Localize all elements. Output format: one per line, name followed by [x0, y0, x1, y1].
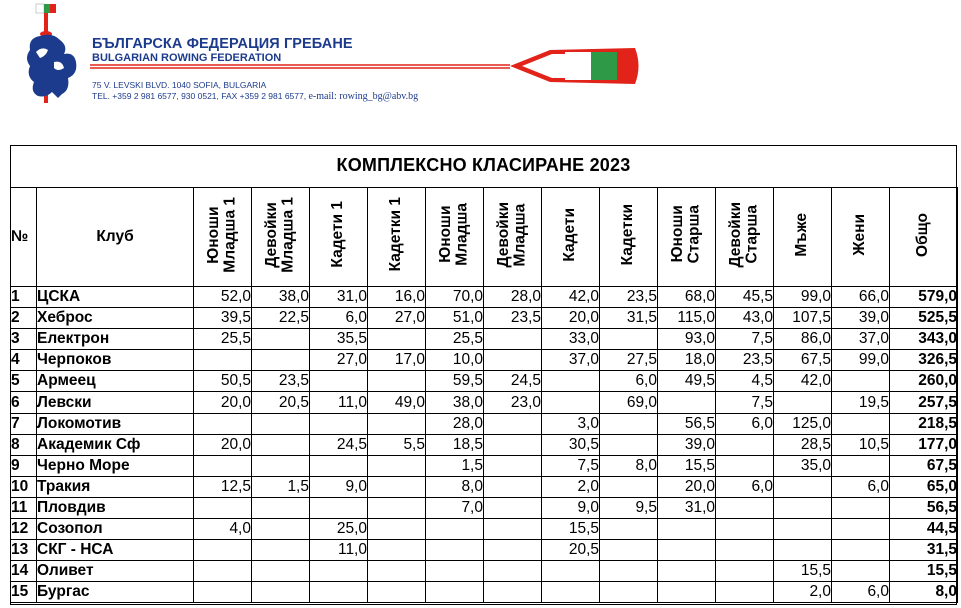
rank-cell: 10	[11, 476, 37, 497]
points-cell	[368, 329, 426, 350]
points-cell	[310, 582, 368, 603]
points-cell: 11,0	[310, 392, 368, 413]
points-cell	[542, 561, 600, 582]
points-cell	[252, 497, 310, 518]
club-cell: Академик Сф	[37, 434, 194, 455]
points-cell	[832, 497, 890, 518]
points-cell: 31,0	[658, 497, 716, 518]
points-cell: 15,5	[542, 519, 600, 540]
points-cell	[716, 561, 774, 582]
points-cell: 23,5	[252, 371, 310, 392]
points-cell: 31,0	[310, 287, 368, 308]
category-label	[728, 202, 761, 267]
col-category-header	[542, 188, 600, 287]
category-label-line: Младша 1	[221, 196, 239, 273]
points-cell: 51,0	[426, 308, 484, 329]
points-cell	[600, 434, 658, 455]
points-cell: 23,5	[600, 287, 658, 308]
col-category-header	[368, 188, 426, 287]
points-cell: 39,5	[194, 308, 252, 329]
points-cell	[484, 540, 542, 561]
points-cell: 20,5	[252, 392, 310, 413]
points-cell: 9,0	[542, 497, 600, 518]
category-label	[620, 204, 636, 265]
category-label-line: Жени	[851, 213, 869, 256]
total-cell: 31,5	[890, 540, 958, 561]
org-name-en: BULGARIAN ROWING FEDERATION	[92, 52, 282, 64]
points-cell: 20,0	[194, 392, 252, 413]
total-cell: 65,0	[890, 476, 958, 497]
table-row	[11, 455, 958, 476]
points-cell: 24,5	[484, 371, 542, 392]
category-label	[388, 197, 404, 271]
total-cell: 15,5	[890, 561, 958, 582]
points-cell: 6,0	[832, 582, 890, 603]
col-category-header	[658, 188, 716, 287]
points-cell	[716, 497, 774, 518]
points-cell: 15,5	[658, 455, 716, 476]
points-cell	[310, 455, 368, 476]
points-cell: 20,5	[542, 540, 600, 561]
points-cell	[716, 582, 774, 603]
points-cell	[774, 476, 832, 497]
category-label-line: Кадети 1	[329, 201, 347, 268]
rank-cell: 8	[11, 434, 37, 455]
points-cell	[368, 497, 426, 518]
points-cell: 6,0	[310, 308, 368, 329]
points-cell	[716, 455, 774, 476]
club-cell: Бургас	[37, 582, 194, 603]
points-cell: 68,0	[658, 287, 716, 308]
table-row	[11, 434, 958, 455]
points-cell	[194, 540, 252, 561]
rank-cell: 3	[11, 329, 37, 350]
total-cell: 260,0	[890, 371, 958, 392]
points-cell	[774, 392, 832, 413]
points-cell	[600, 329, 658, 350]
points-cell: 15,5	[774, 561, 832, 582]
table-row	[11, 392, 958, 413]
total-cell: 44,5	[890, 519, 958, 540]
points-cell	[368, 455, 426, 476]
points-cell	[600, 561, 658, 582]
points-cell: 1,5	[426, 455, 484, 476]
rank-cell: 5	[11, 371, 37, 392]
points-cell: 49,5	[658, 371, 716, 392]
points-cell	[716, 519, 774, 540]
points-cell	[600, 519, 658, 540]
club-cell: Черно Море	[37, 455, 194, 476]
points-cell	[252, 540, 310, 561]
points-cell: 6,0	[716, 476, 774, 497]
points-cell: 37,0	[542, 350, 600, 371]
points-cell	[368, 519, 426, 540]
rank-cell: 11	[11, 497, 37, 518]
org-address: 75 V. LEVSKI BLVD. 1040 SOFIA, BULGARIA	[92, 80, 267, 90]
total-cell: 343,0	[890, 329, 958, 350]
points-cell: 30,5	[542, 434, 600, 455]
points-cell	[426, 519, 484, 540]
points-cell	[310, 413, 368, 434]
points-cell: 25,0	[310, 519, 368, 540]
club-cell: Оливет	[37, 561, 194, 582]
points-cell: 99,0	[774, 287, 832, 308]
category-label	[264, 197, 297, 273]
club-cell: СКГ - НСА	[37, 540, 194, 561]
lion-oar-logo	[18, 2, 90, 106]
points-cell	[194, 497, 252, 518]
points-cell: 66,0	[832, 287, 890, 308]
rank-cell: 6	[11, 392, 37, 413]
rank-cell: 9	[11, 455, 37, 476]
points-cell	[484, 329, 542, 350]
points-cell: 6,0	[600, 371, 658, 392]
points-cell: 2,0	[774, 582, 832, 603]
standings-body	[11, 287, 958, 603]
table-row	[11, 540, 958, 561]
points-cell: 7,5	[542, 455, 600, 476]
org-email[interactable]: e-mail: rowing_bg@abv.bg	[308, 91, 419, 102]
col-category-header	[252, 188, 310, 287]
club-cell: Созопол	[37, 519, 194, 540]
points-cell: 93,0	[658, 329, 716, 350]
rank-cell: 12	[11, 519, 37, 540]
points-cell: 115,0	[658, 308, 716, 329]
points-cell	[252, 455, 310, 476]
points-cell	[832, 540, 890, 561]
points-cell	[484, 455, 542, 476]
points-cell: 27,0	[310, 350, 368, 371]
points-cell: 38,0	[252, 287, 310, 308]
points-cell	[600, 413, 658, 434]
points-cell: 1,5	[252, 476, 310, 497]
category-label	[330, 201, 346, 268]
points-cell: 20,0	[658, 476, 716, 497]
category-label	[562, 208, 578, 262]
col-category-header	[310, 188, 368, 287]
points-cell	[310, 561, 368, 582]
points-cell	[194, 455, 252, 476]
points-cell: 28,0	[484, 287, 542, 308]
points-cell	[658, 392, 716, 413]
table-row	[11, 287, 958, 308]
points-cell: 18,5	[426, 434, 484, 455]
category-label	[852, 214, 868, 256]
table-row	[11, 476, 958, 497]
points-cell	[484, 561, 542, 582]
club-cell: Локомотив	[37, 413, 194, 434]
col-rank-header: №	[11, 188, 37, 287]
points-cell: 20,0	[194, 434, 252, 455]
points-cell	[658, 519, 716, 540]
points-cell: 37,0	[832, 329, 890, 350]
category-label	[496, 202, 529, 267]
rank-cell: 14	[11, 561, 37, 582]
category-label	[206, 197, 239, 273]
rank-cell: 1	[11, 287, 37, 308]
category-label-line: Кадетки	[619, 203, 637, 266]
points-cell	[310, 497, 368, 518]
points-cell: 107,5	[774, 308, 832, 329]
total-cell: 525,5	[890, 308, 958, 329]
points-cell	[484, 497, 542, 518]
points-cell: 69,0	[600, 392, 658, 413]
points-cell	[542, 392, 600, 413]
club-cell: Хеброс	[37, 308, 194, 329]
points-cell: 28,5	[774, 434, 832, 455]
points-cell	[252, 582, 310, 603]
points-cell	[484, 434, 542, 455]
points-cell	[484, 582, 542, 603]
rank-cell: 2	[11, 308, 37, 329]
points-cell	[600, 540, 658, 561]
points-cell: 125,0	[774, 413, 832, 434]
category-label	[794, 213, 810, 257]
category-label-line: Девойки	[263, 201, 281, 268]
points-cell	[832, 413, 890, 434]
points-cell	[194, 582, 252, 603]
points-cell: 7,5	[716, 329, 774, 350]
club-cell: Електрон	[37, 329, 194, 350]
rank-cell: 15	[11, 582, 37, 603]
points-cell: 4,5	[716, 371, 774, 392]
table-row	[11, 371, 958, 392]
category-label-line: Старша	[685, 205, 703, 264]
points-cell	[484, 476, 542, 497]
col-category-header	[194, 188, 252, 287]
points-cell: 7,0	[426, 497, 484, 518]
points-cell	[542, 371, 600, 392]
points-cell: 17,0	[368, 350, 426, 371]
points-cell: 35,5	[310, 329, 368, 350]
points-cell	[716, 434, 774, 455]
points-cell: 39,0	[658, 434, 716, 455]
points-cell: 39,0	[832, 308, 890, 329]
points-cell: 12,5	[194, 476, 252, 497]
total-cell: 326,5	[890, 350, 958, 371]
points-cell: 8,0	[426, 476, 484, 497]
points-cell: 42,0	[774, 371, 832, 392]
total-cell: 257,5	[890, 392, 958, 413]
points-cell: 67,5	[774, 350, 832, 371]
points-cell: 50,5	[194, 371, 252, 392]
points-cell: 99,0	[832, 350, 890, 371]
points-cell	[658, 582, 716, 603]
points-cell	[832, 371, 890, 392]
points-cell	[658, 540, 716, 561]
category-label-line: Девойки	[495, 201, 513, 268]
col-category-header	[484, 188, 542, 287]
rank-cell: 7	[11, 413, 37, 434]
club-cell: Тракия	[37, 476, 194, 497]
points-cell: 20,0	[542, 308, 600, 329]
points-cell: 6,0	[832, 476, 890, 497]
col-category-header	[426, 188, 484, 287]
points-cell	[484, 519, 542, 540]
points-cell: 43,0	[716, 308, 774, 329]
rank-cell: 13	[11, 540, 37, 561]
col-club-header: Клуб	[37, 188, 194, 287]
points-cell	[426, 561, 484, 582]
points-cell	[252, 329, 310, 350]
points-cell: 42,0	[542, 287, 600, 308]
points-cell: 2,0	[542, 476, 600, 497]
table-row	[11, 561, 958, 582]
points-cell	[368, 413, 426, 434]
points-cell: 31,5	[600, 308, 658, 329]
org-contact	[92, 91, 418, 102]
category-label-line: Мъже	[793, 212, 811, 257]
points-cell: 38,0	[426, 392, 484, 413]
points-cell: 70,0	[426, 287, 484, 308]
points-cell: 52,0	[194, 287, 252, 308]
category-label-line: Старша	[743, 205, 761, 264]
total-cell: 56,5	[890, 497, 958, 518]
points-cell: 3,0	[542, 413, 600, 434]
total-cell: 67,5	[890, 455, 958, 476]
points-cell	[774, 519, 832, 540]
total-cell: 579,0	[890, 287, 958, 308]
col-category-header	[600, 188, 658, 287]
points-cell: 25,5	[194, 329, 252, 350]
oar-graphic	[90, 44, 650, 84]
points-cell: 56,5	[658, 413, 716, 434]
category-label-line: Кадети	[561, 207, 579, 262]
standings-table	[10, 187, 958, 603]
points-cell: 22,5	[252, 308, 310, 329]
points-cell: 9,0	[310, 476, 368, 497]
points-cell	[832, 561, 890, 582]
col-total-header	[890, 188, 958, 287]
club-cell: Армеец	[37, 371, 194, 392]
total-cell: 218,5	[890, 413, 958, 434]
points-cell	[484, 413, 542, 434]
points-cell: 5,5	[368, 434, 426, 455]
points-cell: 45,5	[716, 287, 774, 308]
table-row	[11, 308, 958, 329]
points-cell	[832, 519, 890, 540]
table-row	[11, 497, 958, 518]
points-cell: 6,0	[716, 413, 774, 434]
points-cell: 18,0	[658, 350, 716, 371]
category-label	[670, 205, 703, 263]
points-cell	[368, 371, 426, 392]
points-cell: 27,0	[368, 308, 426, 329]
points-cell	[542, 582, 600, 603]
table-row	[11, 329, 958, 350]
points-cell	[774, 540, 832, 561]
points-cell: 19,5	[832, 392, 890, 413]
points-cell: 11,0	[310, 540, 368, 561]
club-cell: Черпоков	[37, 350, 194, 371]
col-category-header	[716, 188, 774, 287]
points-cell	[600, 476, 658, 497]
points-cell	[368, 561, 426, 582]
total-label: Общо	[914, 212, 932, 257]
category-label-line: Младша 1	[279, 196, 297, 273]
points-cell	[252, 519, 310, 540]
points-cell	[252, 561, 310, 582]
points-cell: 25,5	[426, 329, 484, 350]
category-label-line: Младша	[511, 203, 529, 266]
header-row	[11, 188, 958, 287]
points-cell: 10,5	[832, 434, 890, 455]
points-cell: 7,5	[716, 392, 774, 413]
points-cell	[832, 455, 890, 476]
points-cell: 8,0	[600, 455, 658, 476]
points-cell	[368, 540, 426, 561]
points-cell: 23,0	[484, 392, 542, 413]
points-cell: 33,0	[542, 329, 600, 350]
points-cell	[658, 561, 716, 582]
category-label-line: Кадетки 1	[387, 197, 405, 272]
table-row	[11, 582, 958, 603]
table-row	[11, 413, 958, 434]
club-cell: Левски	[37, 392, 194, 413]
points-cell: 27,5	[600, 350, 658, 371]
category-label-line: Юноши	[437, 205, 455, 264]
points-cell: 16,0	[368, 287, 426, 308]
club-cell: Пловдив	[37, 497, 194, 518]
points-cell: 49,0	[368, 392, 426, 413]
org-phones: TEL. +359 2 981 6577, 930 0521, FAX +359 2 981 6577,	[92, 91, 307, 101]
table-row	[11, 350, 958, 371]
points-cell	[194, 350, 252, 371]
points-cell	[600, 582, 658, 603]
points-cell	[774, 497, 832, 518]
points-cell: 86,0	[774, 329, 832, 350]
total-cell: 8,0	[890, 582, 958, 603]
category-label-line: Девойки	[727, 201, 745, 268]
table-title: КОМПЛЕКСНО КЛАСИРАНЕ 2023	[336, 155, 631, 175]
points-cell	[426, 582, 484, 603]
points-cell	[310, 371, 368, 392]
points-cell	[368, 476, 426, 497]
points-cell: 9,5	[600, 497, 658, 518]
total-cell: 177,0	[890, 434, 958, 455]
points-cell	[194, 413, 252, 434]
table-row	[11, 519, 958, 540]
points-cell: 59,5	[426, 371, 484, 392]
points-cell: 23,5	[484, 308, 542, 329]
points-cell	[252, 350, 310, 371]
points-cell	[252, 434, 310, 455]
points-cell	[426, 540, 484, 561]
category-label	[438, 203, 471, 266]
letterhead	[0, 0, 961, 118]
col-category-header	[774, 188, 832, 287]
points-cell	[484, 350, 542, 371]
col-category-header	[832, 188, 890, 287]
category-label-line: Юноши	[669, 205, 687, 264]
points-cell: 24,5	[310, 434, 368, 455]
rank-cell: 4	[11, 350, 37, 371]
points-cell: 10,0	[426, 350, 484, 371]
org-name-bg: БЪЛГАРСКА ФЕДЕРАЦИЯ ГРЕБАНЕ	[92, 36, 353, 52]
category-label-line: Юноши	[205, 205, 223, 264]
points-cell	[252, 413, 310, 434]
points-cell: 28,0	[426, 413, 484, 434]
category-label-line: Младша	[453, 203, 471, 266]
points-cell	[716, 540, 774, 561]
points-cell: 23,5	[716, 350, 774, 371]
points-cell	[194, 561, 252, 582]
club-cell: ЦСКА	[37, 287, 194, 308]
points-cell: 4,0	[194, 519, 252, 540]
points-cell: 35,0	[774, 455, 832, 476]
points-cell	[368, 582, 426, 603]
